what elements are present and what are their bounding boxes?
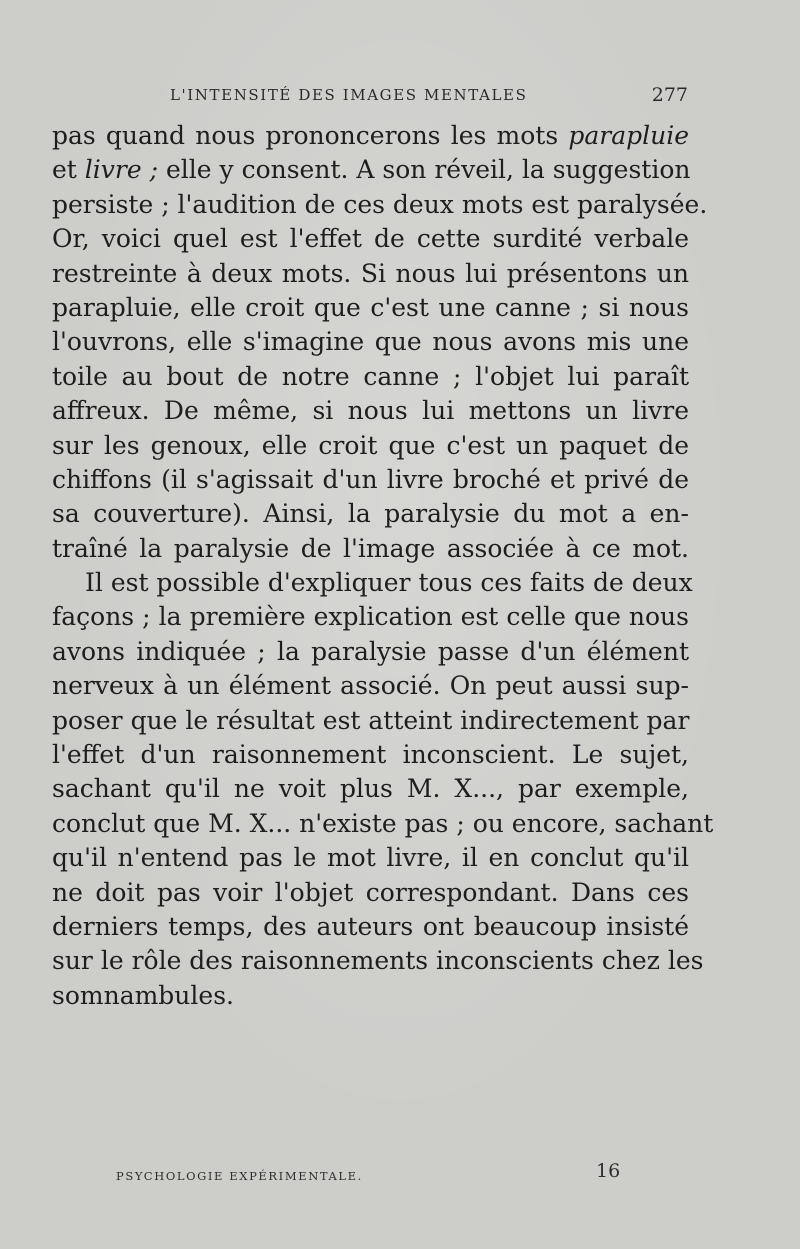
text-line: chiffons (il s'agissait d'un livre broché et privé de: [52, 464, 689, 494]
text-line: parapluie, elle croit que c'est une canne ; si nous: [52, 292, 689, 322]
sheet-number: 16: [596, 1160, 621, 1182]
text-line: façons ; la première explication est celle que nous: [52, 602, 689, 632]
text-line: conclut que M. X... n'existe pas ; ou encore, sachant: [52, 808, 714, 838]
body-text: [52, 119, 714, 1013]
text-line: l'effet d'un raisonnement inconscient. Le sujet,: [52, 740, 689, 770]
signature-mark: PSYCHOLOGIE EXPÉRIMENTALE.: [116, 1169, 363, 1183]
italic-word: parapluie: [568, 121, 689, 150]
text-line: affreux. De même, si nous lui mettons un livre: [52, 396, 689, 426]
text-line: et livre ; elle y consent. A son réveil, la suggestion: [52, 155, 691, 185]
text-line: nerveux à un élément associé. On peut aussi sup-: [52, 671, 689, 701]
text-line: sachant qu'il ne voit plus M. X..., par exemple,: [52, 774, 689, 804]
text-line: sur le rôle des raisonnements inconscients chez les: [52, 946, 704, 976]
text-line: restreinte à deux mots. Si nous lui présentons un: [52, 258, 689, 288]
text-line: derniers temps, des auteurs ont beaucoup insisté: [52, 911, 689, 941]
text-line: poser que le résultat est atteint indirectement par: [52, 705, 690, 735]
italic-word: livre ;: [84, 155, 159, 185]
text-line: pas quand nous prononcerons les mots parapluie: [52, 121, 689, 150]
text-line: qu'il n'entend pas le mot livre, il en conclut qu'il: [52, 843, 689, 873]
text-line: somnambules.: [52, 980, 234, 1010]
running-head: [0, 82, 800, 112]
text-line: ne doit pas voir l'objet correspondant. Dans ces: [52, 877, 689, 907]
text-line: Or, voici quel est l'effet de cette surdité verbale: [52, 224, 689, 254]
text-line: persiste ; l'audition de ces deux mots est paralysée.: [52, 189, 708, 219]
text-line: avons indiquée ; la paralysie passe d'un élément: [52, 636, 689, 666]
text-line: sur les genoux, elle croit que c'est un paquet de: [52, 430, 689, 460]
page-number: 277: [651, 84, 688, 106]
page-footer: [0, 1160, 800, 1190]
text-line: l'ouvrons, elle s'imagine que nous avons mis une: [52, 327, 689, 357]
text-line: sa couverture). Ainsi, la paralysie du mot a en-: [52, 499, 689, 529]
text-line: traîné la paralysie de l'image associée à ce mot.: [52, 533, 689, 563]
text-line: toile au bout de notre canne ; l'objet lui paraît: [52, 361, 689, 391]
running-title: L'INTENSITÉ DES IMAGES MENTALES: [170, 86, 528, 104]
paragraph-start-line: Il est possible d'expliquer tous ces faits de deux: [85, 568, 693, 598]
